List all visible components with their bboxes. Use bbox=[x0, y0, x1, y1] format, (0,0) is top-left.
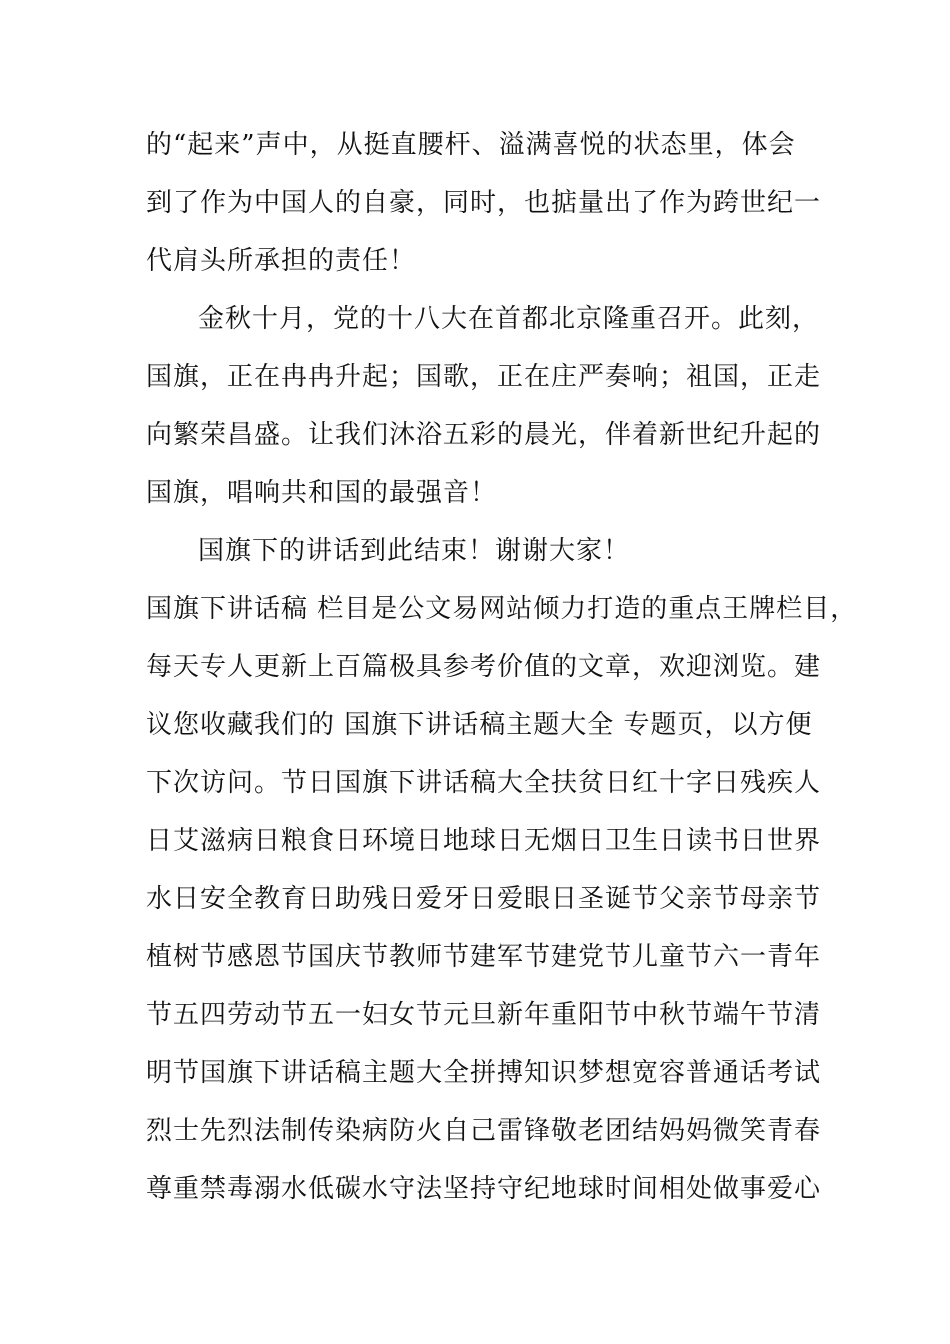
text-line: 烈士先烈法制传染病防火自己雷锋敬老团结妈妈微笑青春 bbox=[146, 1116, 822, 1146]
text-line: 节五四劳动节五一妇女节元旦新年重阳节中秋节端午节清 bbox=[146, 1000, 822, 1030]
text-line: 到了作为中国人的自豪，同时，也掂量出了作为跨世纪一 bbox=[146, 188, 822, 218]
text-line: 下次访问。节日国旗下讲话稿大全扶贫日红十字日残疾人 bbox=[146, 768, 822, 798]
text-line: 日艾滋病日粮食日环境日地球日无烟日卫生日读书日世界 bbox=[146, 826, 822, 856]
text-line: 的“起来”声中，从挺直腰杆、溢满喜悦的状态里，体会 bbox=[146, 130, 796, 160]
text-line: 明节国旗下讲话稿主题大全拼搏知识梦想宽容普通话考试 bbox=[146, 1058, 822, 1088]
text-line: 国旗下讲话稿 栏目是公文易网站倾力打造的重点王牌栏目， bbox=[146, 594, 858, 624]
document-body bbox=[146, 116, 858, 1218]
text-line: 代肩头所承担的责任！ bbox=[146, 246, 417, 276]
text-line: 植树节感恩节国庆节教师节建军节建党节儿童节六一青年 bbox=[146, 942, 822, 972]
text-line: 向繁荣昌盛。让我们沐浴五彩的晨光，伴着新世纪升起的 bbox=[146, 420, 822, 450]
text-line: 每天专人更新上百篇极具参考价值的文章，欢迎浏览。建 bbox=[146, 652, 822, 682]
text-line: 尊重禁毒溺水低碳水守法坚持守纪地球时间相处做事爱心 bbox=[146, 1174, 822, 1204]
text-line: 国旗，正在冉冉升起；国歌，正在庄严奏响；祖国，正走 bbox=[146, 362, 822, 392]
text-line: 国旗，唱响共和国的最强音！ bbox=[146, 478, 498, 508]
paragraph-2 bbox=[146, 290, 822, 522]
paragraph-3 bbox=[146, 522, 811, 580]
promo-paragraph bbox=[146, 580, 858, 1218]
text-line: 国旗下的讲话到此结束！谢谢大家！ bbox=[198, 536, 631, 566]
text-line: 议您收藏我们的 国旗下讲话稿主题大全 专题页，以方便 bbox=[146, 710, 813, 740]
text-line: 金秋十月，党的十八大在首都北京隆重召开。此刻， bbox=[198, 304, 820, 334]
text-line: 水日安全教育日助残日爱牙日爱眼日圣诞节父亲节母亲节 bbox=[146, 884, 822, 914]
paragraph-1 bbox=[146, 116, 822, 290]
